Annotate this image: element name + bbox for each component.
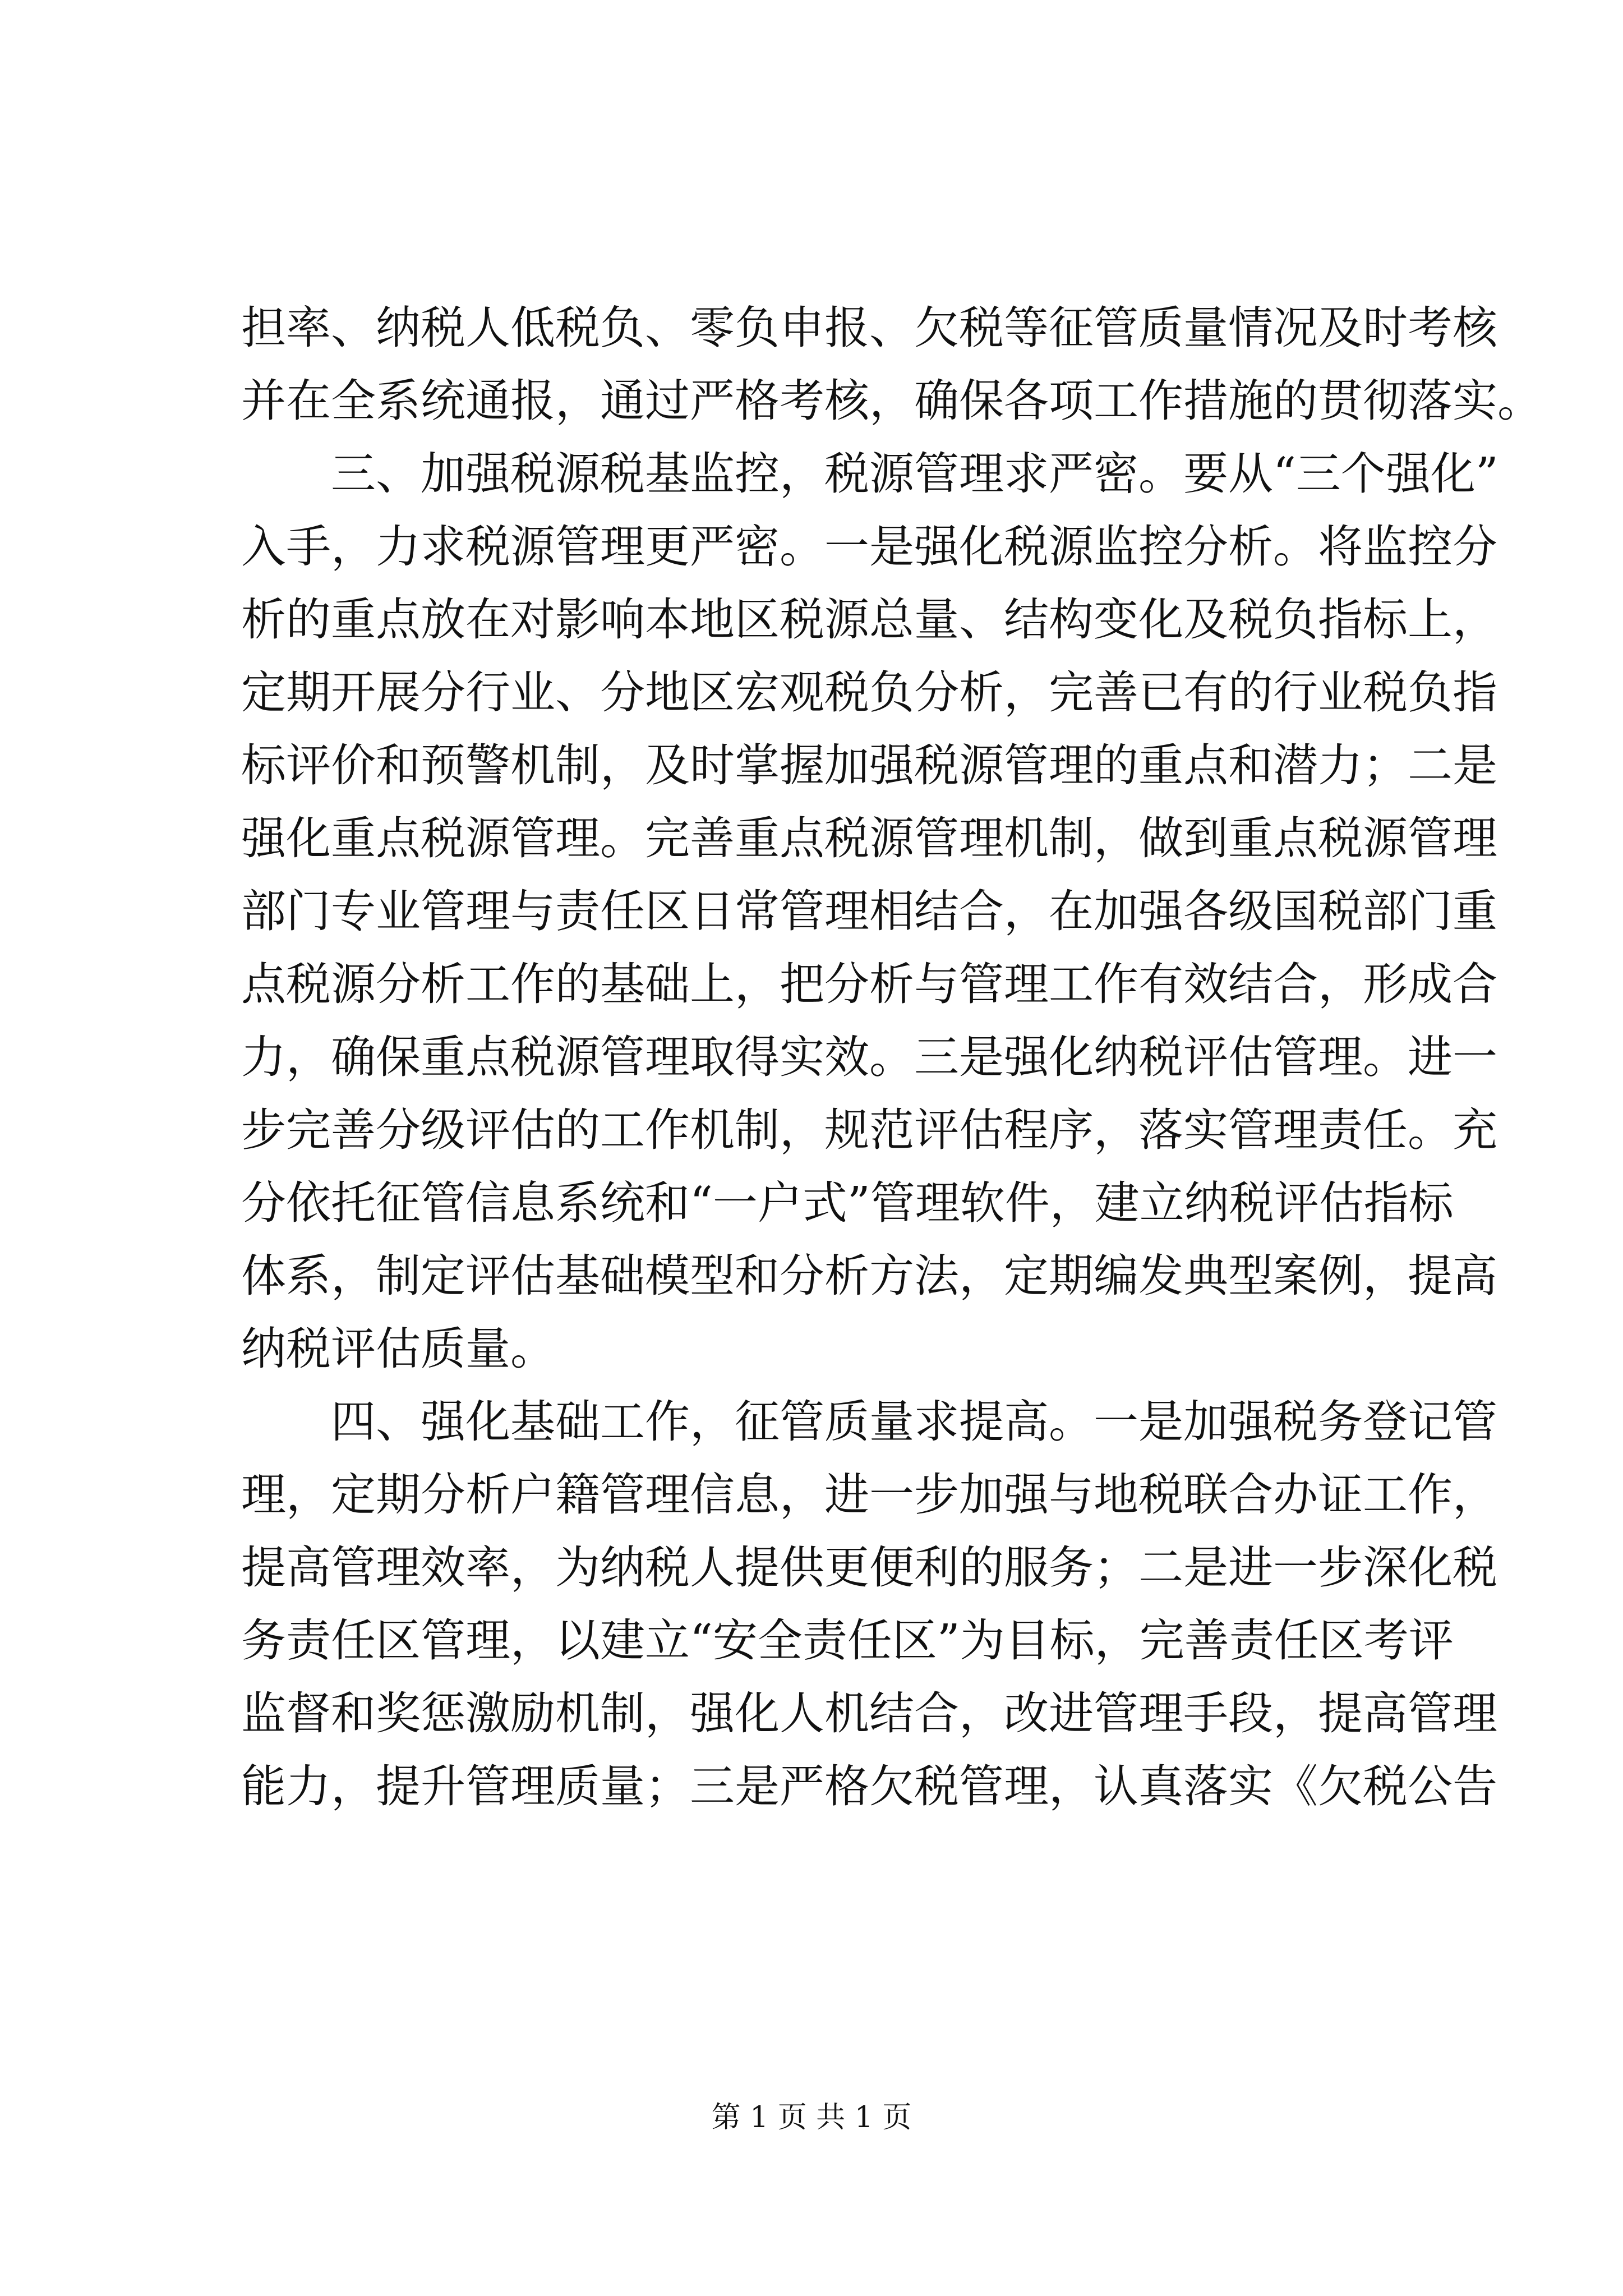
text-line: 务责任区管理，以建立“安全责任区”为目标，完善责任区考评 [241,1614,1454,1667]
text-line: 定期开展分行业、分地区宏观税负分析，完善已有的行业税负指 [241,666,1497,719]
text-line: 能力，提升管理质量；三是严格欠税管理，认真落实《欠税公告 [241,1760,1497,1812]
text-line: 入手，力求税源管理更严密。一是强化税源监控分析。将监控分 [241,521,1497,573]
text-line: 担率、纳税人低税负、零负申报、欠税等征管质量情况及时考核 [241,302,1497,354]
text-line: 标评价和预警机制，及时掌握加强税源管理的重点和潜力；二是 [241,739,1497,792]
text-line: 分依托征管信息系统和“一户式”管理软件，建立纳税评估指标 [241,1177,1454,1229]
text-line: 提高管理效率，为纳税人提供更便利的服务；二是进一步深化税 [241,1542,1497,1594]
paragraph-heading-line: 三、加强税源税基监控，税源管理求严密。要从“三个强化” [331,448,1498,500]
page-number-footer: 第 1 页 共 1 页 [711,2101,912,2134]
text-line: 析的重点放在对影响本地区税源总量、结构变化及税负指标上， [241,593,1497,646]
text-line: 纳税评估质量。 [241,1323,555,1375]
text-line: 强化重点税源管理。完善重点税源管理机制，做到重点税源管理 [241,812,1497,864]
text-line: 监督和奖惩激励机制，强化人机结合，改进管理手段，提高管理 [241,1687,1497,1740]
text-line: 理，定期分析户籍管理信息，进一步加强与地税联合办证工作， [241,1469,1497,1521]
text-line: 点税源分析工作的基础上，把分析与管理工作有效结合，形成合 [241,958,1497,1010]
paragraph-heading-line: 四、强化基础工作，征管质量求提高。一是加强税务登记管 [331,1396,1497,1448]
text-line: 步完善分级评估的工作机制，规范评估程序，落实管理责任。充 [241,1104,1497,1156]
text-line: 部门专业管理与责任区日常管理相结合，在加强各级国税部门重 [241,885,1497,937]
text-line: 体系，制定评估基础模型和分析方法，定期编发典型案例，提高 [241,1250,1497,1302]
document-body [241,292,1542,1823]
text-line: 力，确保重点税源管理取得实效。三是强化纳税评估管理。进一 [241,1031,1497,1083]
text-line: 并在全系统通报，通过严格考核，确保各项工作措施的贯彻落实。 [241,375,1542,427]
